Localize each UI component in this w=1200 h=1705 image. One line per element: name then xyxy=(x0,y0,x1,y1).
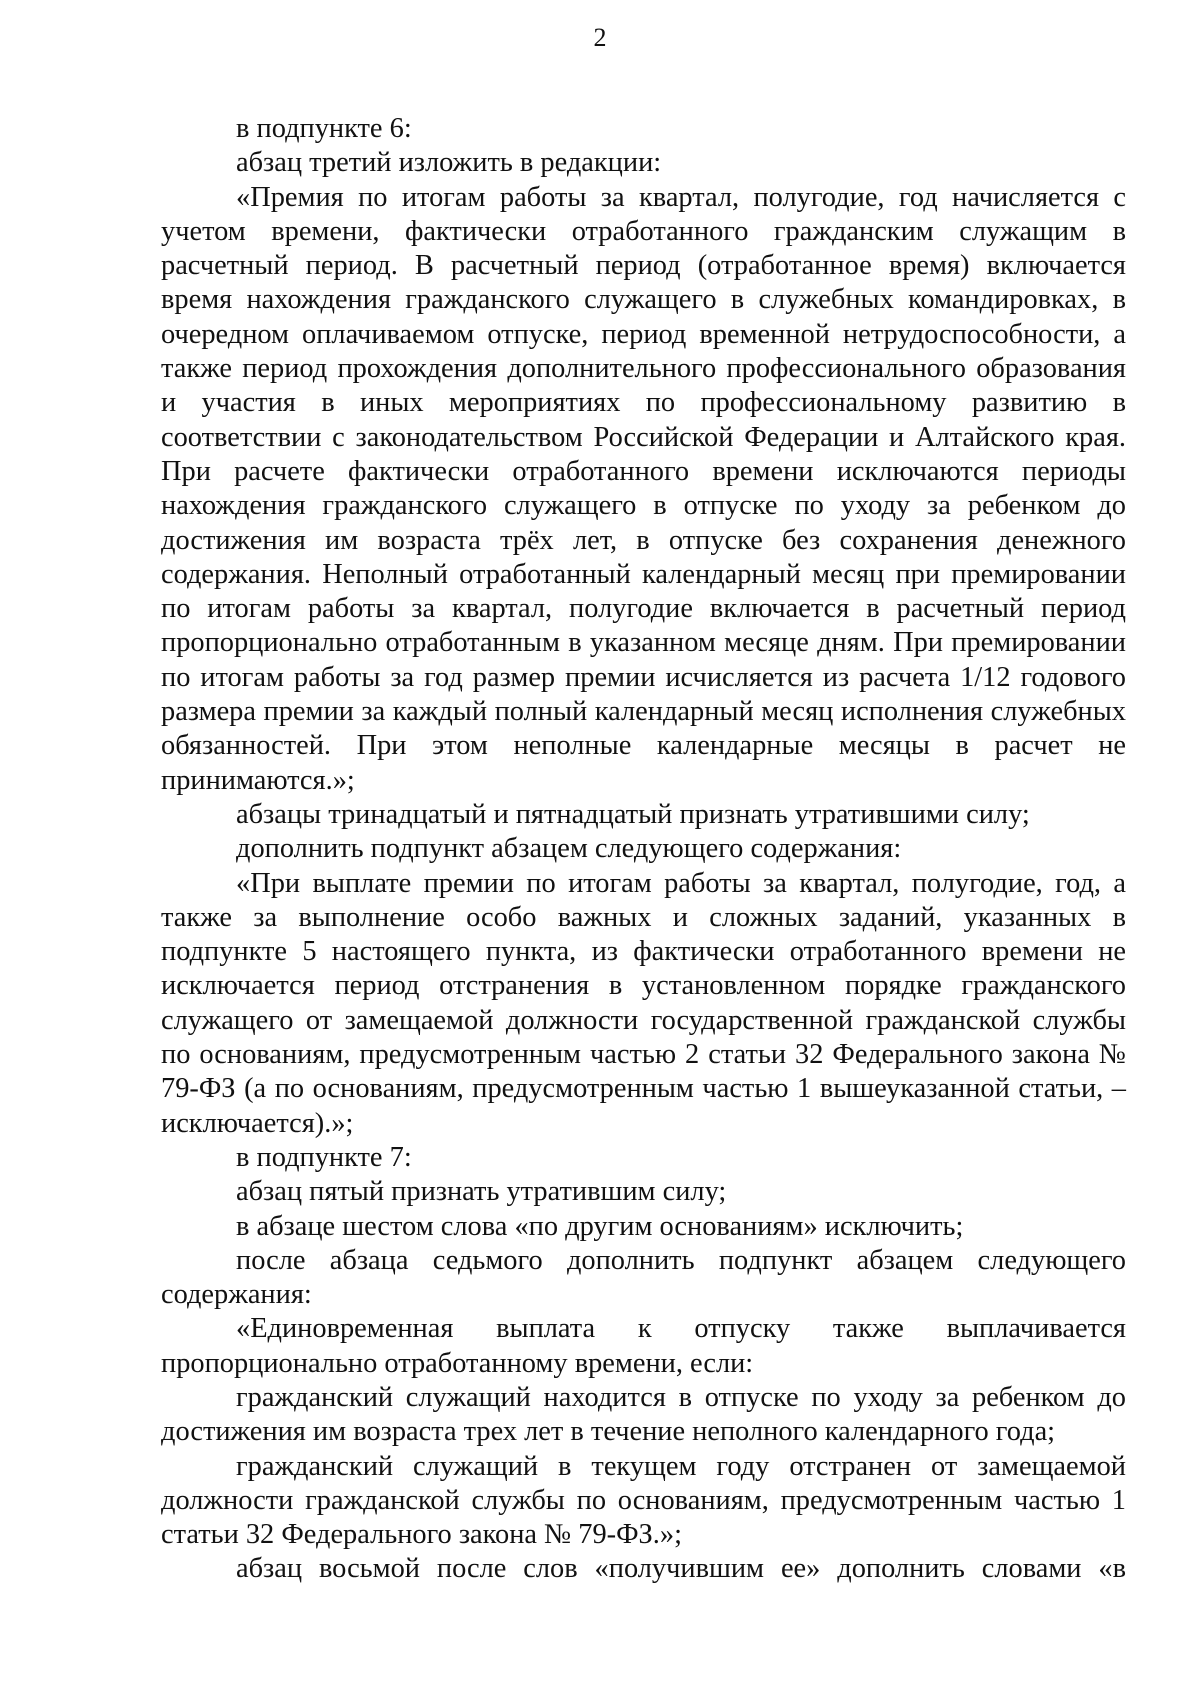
paragraph-subitem-7-heading: в подпункте 7: xyxy=(236,1141,412,1173)
paragraph-lump-sum-quote: «Единовременная выплата к отпуску также выплачивается пропорционально отработанному времени, если: xyxy=(161,1313,1126,1379)
paragraph-bonus-quote: «Премия по итогам работы за квартал, полугодие, год начисляется с учетом времени, фактически отработанного гражданским служащим в расчетный период. В расчетный период (отработанное время) включается время нахождения гражданского служащего в служебных командировках, в очередном оплачиваемом отпуске, период временной нетрудоспособности, а также период прохождения дополнительного профессионального образования и участия в иных мероприятиях по профессиональному развитию в соответствии с законодательством Российской Федерации и Алтайского края. При расчете фактически отработанного времени исключаются периоды нахождения гражданского служащего в отпуске по уходу за ребенком до достижения им возраста трёх лет, в отпуске без сохранения денежного содержания. Неполный отработанный календарный месяц при премировании по итогам работы за квартал, полугодие включается в расчетный период пропорционально отработанным в указанном месяце дням. При премировании по итогам работы за год размер премии исчисляется из расчета 1/12 годового размера премии за каждый полный календарный месяц исполнения служебных обязанностей. При этом неполные календарные месяцы в расчет не принимаются.»; xyxy=(161,181,1126,796)
paragraph-supplement-instruction: дополнить подпункт абзацем следующего содержания: xyxy=(236,833,902,865)
paragraph-third-abzac-instruction: абзац третий изложить в редакции: xyxy=(236,147,662,179)
document-body xyxy=(161,112,1126,1587)
page-number: 2 xyxy=(593,23,607,52)
paragraph-suspension-quote: «При выплате премии по итогам работы за квартал, полугодие, год, а также за выполнение особо важных и сложных заданий, указанных в подпункте 5 настоящего пункта, из фактически отработанного времени не исключается период отстранения в установленном порядке гражданского служащего от замещаемой должности государственной гражданской службы по основаниям, предусмотренным частью 2 статьи 32 Федерального закона № 79-ФЗ (а по основаниям, предусмотренным частью 1 вышеуказанной статьи, – исключается).»; xyxy=(161,867,1126,1139)
paragraph-sixth-abzac-exclude: в абзаце шестом слова «по другим основаниям» исключить; xyxy=(236,1210,964,1242)
paragraph-suspension-case: гражданский служащий в текущем году отстранен от замещаемой должности гражданской службы по основаниям, предусмотренным частью 1 статьи 32 Федерального закона № 79-ФЗ.»; xyxy=(161,1450,1126,1551)
paragraph-subitem-6-heading: в подпункте 6: xyxy=(236,113,412,144)
paragraph-after-seventh-abzac: после абзаца седьмого дополнить подпункт абзацем следующего содержания: xyxy=(161,1244,1126,1311)
paragraph-childcare-leave-case: гражданский служащий находится в отпуске по уходу за ребенком до достижения им возраста трех лет в течение неполного календарного года; xyxy=(161,1381,1126,1448)
paragraph-fifth-abzac-void: абзац пятый признать утратившим силу; xyxy=(236,1176,727,1208)
paragraph-abzacs-13-15-void: абзацы тринадцатый и пятнадцатый признать утратившими силу; xyxy=(236,798,1030,830)
paragraph-eighth-abzac-amendment: абзац восьмой после слов «получившим ее» дополнить словами «в xyxy=(236,1553,1126,1585)
